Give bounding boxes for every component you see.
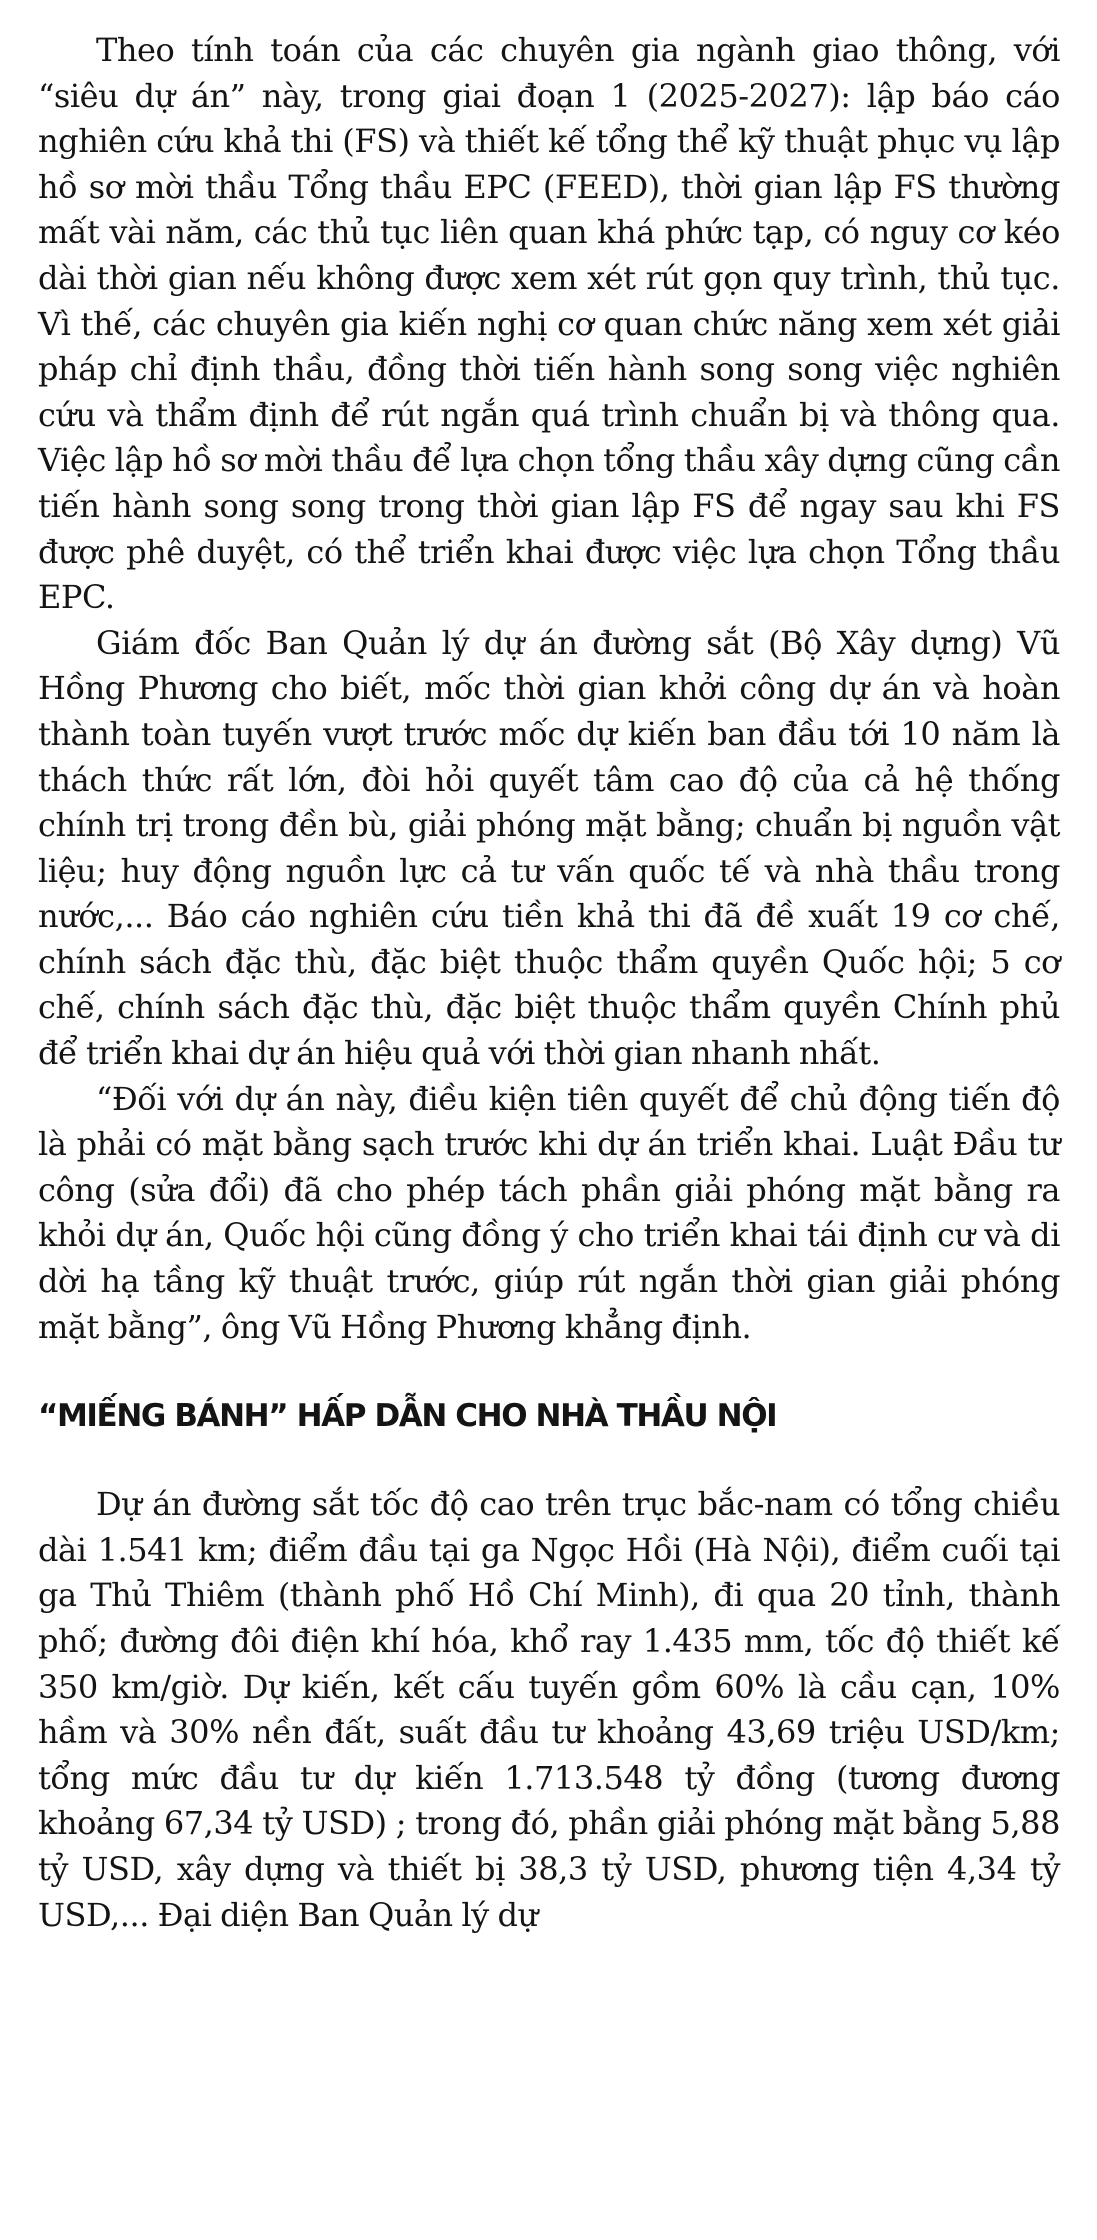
article-paragraph-4: Dự án đường sắt tốc độ cao trên trục bắc-nam có tổng chiều dài 1.541 km; điểm đầu tại ga Ngọc Hồi (Hà Nội), điểm cuối tại ga Thủ Thiêm (thành phố Hồ Chí Minh), đi qua 20 tỉnh, thành phố; đường đôi điện khí hóa, khổ ray 1.435 mm, tốc độ thiết kế 350 km/giờ. Dự kiến, kết cấu tuyến gồm 60% là cầu cạn, 10% hầm và 30% nền đất, suất đầu tư khoảng 43,69 triệu USD/km; tổng mức đầu tư dự kiến 1.713.548 tỷ đồng (tương đương khoảng 67,34 tỷ USD) ; trong đó, phần giải phóng mặt bằng 5,88 tỷ USD, xây dựng và thiết bị 38,3 tỷ USD, phương tiện 4,34 tỷ USD,... Đại diện Ban Quản lý dự (38, 1485, 1060, 1934)
article-paragraph-2: Giám đốc Ban Quản lý dự án đường sắt (Bộ Xây dựng) Vũ Hồng Phương cho biết, mốc thời gian khởi công dự án và hoàn thành toàn tuyến vượt trước mốc dự kiến ban đầu tới 10 năm là thách thức rất lớn, đòi hỏi quyết tâm cao độ của cả hệ thống chính trị trong đền bù, giải phóng mặt bằng; chuẩn bị nguồn vật liệu; huy động nguồn lực cả tư vấn quốc tế và nhà thầu trong nước,... Báo cáo nghiên cứu tiền khả thi đã đề xuất 19 cơ chế, chính sách đặc thù, đặc biệt thuộc thẩm quyền Quốc hội; 5 cơ chế, chính sách đặc thù, đặc biệt thuộc thẩm quyền Chính phủ để triển khai dự án hiệu quả với thời gian nhanh nhất. (38, 623, 1060, 1073)
article-page (38, 28, 1060, 1938)
section-heading: “MIẾNG BÁNH” HẤP DẪN CHO NHÀ THẦU NỘI (38, 1398, 777, 1435)
article-paragraph-3: “Đối với dự án này, điều kiện tiên quyết để chủ động tiến độ là phải có mặt bằng sạch trước khi dự án triển khai. Luật Đầu tư công (sửa đổi) đã cho phép tách phần giải phóng mặt bằng ra khỏi dự án, Quốc hội cũng đồng ý cho triển khai tái định cư và di dời hạ tầng kỹ thuật trước, giúp rút ngắn thời gian giải phóng mặt bằng”, ông Vũ Hồng Phương khẳng định. (38, 1079, 1060, 1346)
article-paragraph-1: Theo tính toán của các chuyên gia ngành giao thông, với “siêu dự án” này, trong giai đoạn 1 (2025-2027): lập báo cáo nghiên cứu khả thi (FS) và thiết kế tổng thể kỹ thuật phục vụ lập hồ sơ mời thầu Tổng thầu EPC (FEED), thời gian lập FS thường mất vài năm, các thủ tục liên quan khá phức tạp, có nguy cơ kéo dài thời gian nếu không được xem xét rút gọn quy trình, thủ tục. Vì thế, các chuyên gia kiến nghị cơ quan chức năng xem xét giải pháp chỉ định thầu, đồng thời tiến hành song song việc nghiên cứu và thẩm định để rút ngắn quá trình chuẩn bị và thông qua. Việc lập hồ sơ mời thầu để lựa chọn tổng thầu xây dựng cũng cần tiến hành song song trong thời gian lập FS để ngay sau khi FS được phê duyệt, có thể triển khai được việc lựa chọn Tổng thầu EPC. (38, 31, 1060, 617)
